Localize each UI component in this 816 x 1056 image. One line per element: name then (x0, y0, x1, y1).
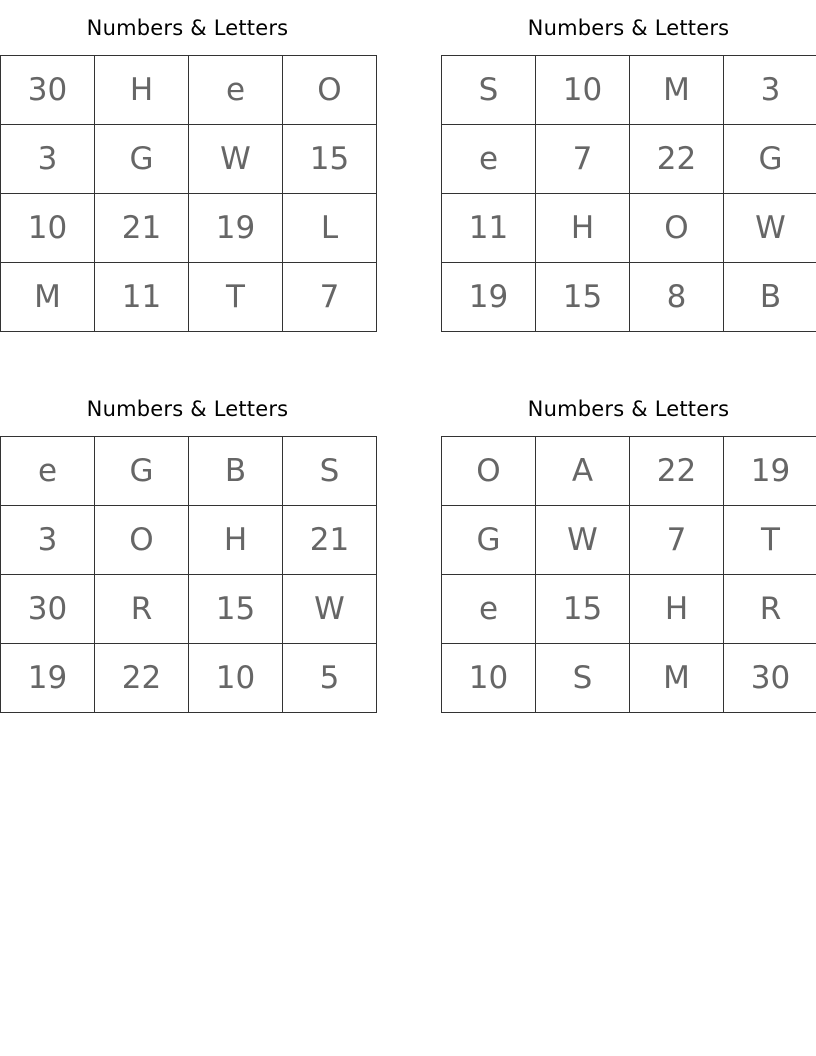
grid-cell: R (95, 575, 189, 644)
grid-cell: 21 (283, 506, 377, 575)
grid-cell: W (536, 506, 630, 575)
grid-cell: e (442, 575, 536, 644)
grid-cell: S (536, 644, 630, 713)
card-title: Numbers & Letters (86, 16, 289, 40)
card-grid (0, 436, 377, 713)
grid-cell: G (95, 125, 189, 194)
grid-row (1, 125, 377, 194)
bingo-card-3 (0, 381, 375, 713)
grid-cell: 15 (536, 575, 630, 644)
grid-cell: G (442, 506, 536, 575)
card-title: Numbers & Letters (86, 397, 289, 421)
grid-cell: O (630, 194, 724, 263)
card-grid (0, 55, 377, 332)
grid-row (442, 56, 816, 125)
grid-cell: 11 (442, 194, 536, 263)
grid-cell: 30 (724, 644, 816, 713)
grid-cell: 10 (442, 644, 536, 713)
grid-cell: 7 (283, 263, 377, 332)
card-grid (441, 436, 816, 713)
grid-row (442, 437, 816, 506)
grid-row (442, 263, 816, 332)
grid-cell: H (630, 575, 724, 644)
grid-cell: e (1, 437, 95, 506)
grid-cell: H (536, 194, 630, 263)
grid-row (1, 263, 377, 332)
grid-cell: M (630, 644, 724, 713)
grid-cell: S (283, 437, 377, 506)
grid-cell: 15 (189, 575, 283, 644)
grid-row (1, 644, 377, 713)
grid-cell: T (189, 263, 283, 332)
grid-cell: W (283, 575, 377, 644)
bingo-card-4 (441, 381, 816, 713)
grid-cell: W (724, 194, 816, 263)
grid-cell: G (95, 437, 189, 506)
grid-row (1, 437, 377, 506)
grid-row (442, 644, 816, 713)
grid-row (1, 575, 377, 644)
grid-cell: O (95, 506, 189, 575)
grid-cell: 3 (1, 506, 95, 575)
grid-cell: 22 (630, 125, 724, 194)
grid-cell: 10 (536, 56, 630, 125)
grid-cell: S (442, 56, 536, 125)
grid-cell: O (283, 56, 377, 125)
grid-cell: 21 (95, 194, 189, 263)
grid-cell: M (1, 263, 95, 332)
grid-cell: 10 (189, 644, 283, 713)
grid-cell: M (630, 56, 724, 125)
grid-cell: 30 (1, 575, 95, 644)
grid-cell: 19 (1, 644, 95, 713)
grid-cell: e (442, 125, 536, 194)
grid-cell: R (724, 575, 816, 644)
grid-cell: 3 (1, 125, 95, 194)
grid-cell: H (189, 506, 283, 575)
grid-row (1, 506, 377, 575)
grid-cell: A (536, 437, 630, 506)
grid-cell: 10 (1, 194, 95, 263)
grid-row (1, 56, 377, 125)
grid-cell: G (724, 125, 816, 194)
grid-cell: 7 (536, 125, 630, 194)
grid-cell: 19 (724, 437, 816, 506)
grid-cell: 3 (724, 56, 816, 125)
grid-cell: B (189, 437, 283, 506)
grid-cell: 30 (1, 56, 95, 125)
grid-cell: 11 (95, 263, 189, 332)
grid-cell: 8 (630, 263, 724, 332)
grid-cell: e (189, 56, 283, 125)
card-title: Numbers & Letters (527, 16, 730, 40)
grid-row (442, 125, 816, 194)
bingo-card-1 (0, 0, 375, 332)
grid-row (442, 575, 816, 644)
card-grid (441, 55, 816, 332)
grid-cell: B (724, 263, 816, 332)
grid-cell: T (724, 506, 816, 575)
card-title: Numbers & Letters (527, 397, 730, 421)
grid-cell: 22 (630, 437, 724, 506)
grid-cell: 15 (283, 125, 377, 194)
grid-row (1, 194, 377, 263)
grid-row (442, 506, 816, 575)
grid-cell: H (95, 56, 189, 125)
grid-cell: L (283, 194, 377, 263)
grid-cell: 7 (630, 506, 724, 575)
bingo-card-2 (441, 0, 816, 332)
grid-cell: 22 (95, 644, 189, 713)
grid-cell: W (189, 125, 283, 194)
grid-cell: 19 (442, 263, 536, 332)
grid-cell: O (442, 437, 536, 506)
grid-row (442, 194, 816, 263)
grid-cell: 5 (283, 644, 377, 713)
grid-cell: 19 (189, 194, 283, 263)
grid-cell: 15 (536, 263, 630, 332)
